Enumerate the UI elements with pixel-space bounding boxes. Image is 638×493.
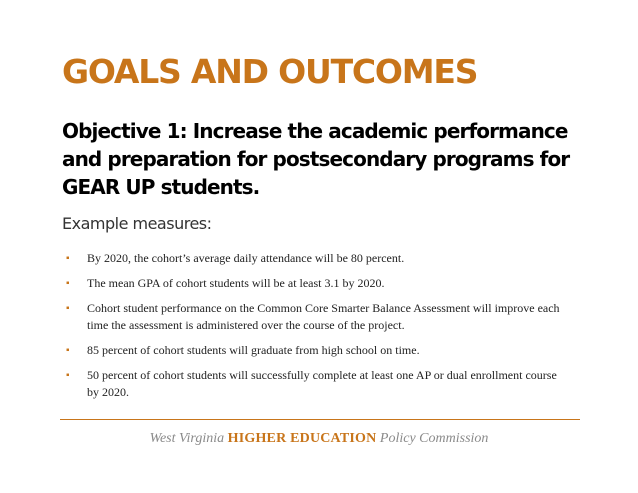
list-item-text: 85 percent of cohort students will graduate from high school on time.	[87, 343, 420, 357]
measures-list	[66, 250, 566, 409]
list-item	[66, 367, 566, 401]
footer	[0, 430, 638, 448]
square-bullet-icon: ▪	[66, 370, 70, 381]
list-item	[66, 342, 566, 359]
square-bullet-icon: ▪	[66, 278, 70, 289]
footer-suffix: Policy Commission	[379, 431, 489, 446]
list-item-text: 50 percent of cohort students will successfully complete at least one AP or dual enrollment course by 2020.	[87, 368, 557, 399]
square-bullet-icon: ▪	[66, 345, 70, 356]
footer-emphasis: HIGHER EDUCATION	[227, 431, 377, 446]
list-item-text: By 2020, the cohort’s average daily attendance will be 80 percent.	[87, 251, 405, 265]
list-item	[66, 275, 566, 292]
slide-title: GOALS AND OUTCOMES	[62, 52, 478, 91]
list-item-text: The mean GPA of cohort students will be at least 3.1 by 2020.	[87, 276, 385, 290]
footer-divider	[60, 419, 580, 420]
list-item-text: Cohort student performance on the Common Core Smarter Balance Assessment will improve each time the assessment is administered over the course of the project.	[87, 301, 560, 332]
square-bullet-icon: ▪	[66, 303, 70, 314]
footer-prefix: West Virginia	[149, 431, 225, 446]
square-bullet-icon: ▪	[66, 253, 70, 264]
list-item	[66, 300, 566, 334]
list-item	[66, 250, 566, 267]
objective-heading: Objective 1: Increase the academic performance and preparation for postsecondary programs for GEAR UP students.	[62, 119, 570, 199]
measures-label: Example measures:	[62, 214, 212, 233]
